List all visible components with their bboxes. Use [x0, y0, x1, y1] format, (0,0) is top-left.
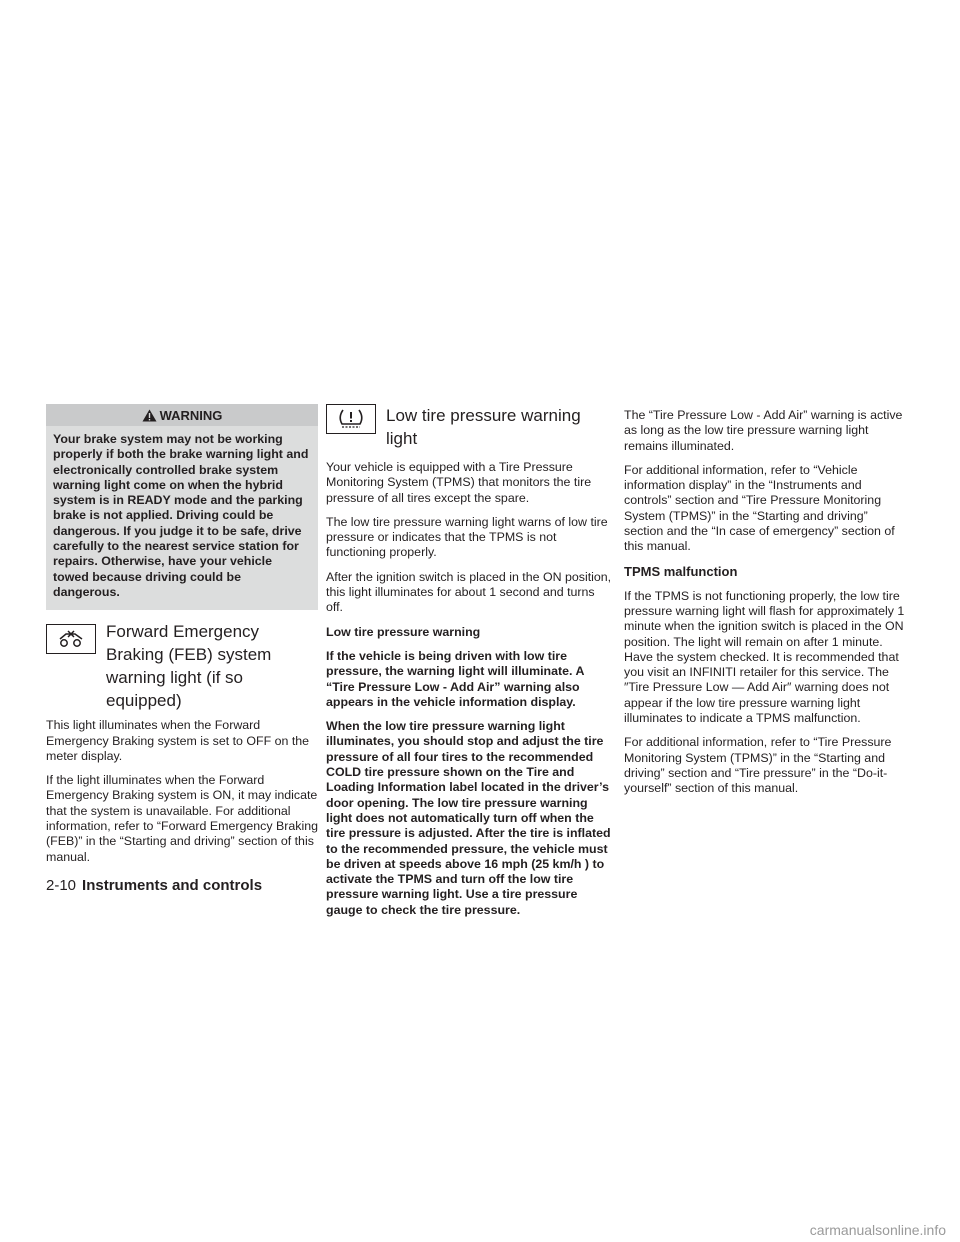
tpms-paragraph-7: For additional information, refer to “Tire Pressure Monitoring System (TPMS)” in the “Starting and driving” section and “Tire pressure” in the “Do-it-yourself” section of this manual. [624, 735, 892, 796]
warning-box [46, 404, 318, 610]
low-tire-subheading: Low tire pressure warning [326, 624, 481, 639]
tpms-paragraph-6: If the TPMS is not functioning properly, the low tire pressure warning light will flash for approximately 1 minute when the ignition switch is placed in the ON position. The light will remain on after 1 minute. Have the system checked. It is recommended that you visit an INFINITI retailer for this service. The ″Tire Pressure Low — Add Air″ warning does not appear if the low tire pressure warning light illuminates to indicate a TPMS malfunction. [624, 588, 905, 726]
low-tire-bold-2: When the low tire pressure warning light illuminates, you should stop and adjust the tire pressure of all four tires to the recommended COLD tire pressure shown on the Tire and Loading Information label located in the driver’s door opening. The low tire pressure warning light does not automatically turn off when the tire pressure is adjusted. After the tire is inflated to the recommended pressure, the vehicle must be driven at speeds above 16 mph (25 km/h ) to activate the TPMS and turn off the low tire pressure warning light. Use a tire pressure gauge to check the tire pressure. [326, 719, 611, 917]
tpms-title: Low tire pressure warning light [386, 406, 581, 448]
page-number: 2-10 [46, 877, 77, 894]
column-middle [326, 404, 612, 927]
tpms-paragraph-4: The “Tire Pressure Low - Add Air” warning is active as long as the low tire pressure warning light remains illuminated. [624, 408, 903, 453]
column-left [46, 404, 318, 874]
feb-warning-icon [56, 629, 86, 649]
feb-paragraph-2: If the light illuminates when the Forward Emergency Braking system is ON, it may indicate that the system is unavailable. For additional information, refer to “Forward Emergency Braking (FEB)” in the “Starting and driving” section of this manual. [46, 773, 319, 864]
watermark: carmanualsonline.info [809, 1222, 946, 1238]
tire-pressure-icon [336, 408, 366, 430]
warning-text: Your brake system may not be working properly if both the brake warning light and electronically controlled brake system warning light come on when the hybrid system is in READY mode and the parking brake is not applied. Driving could be dangerous. If you judge it to be safe, drive carefully to the nearest service station for repairs. Otherwise, have your vehicle towed because driving could be dangerous. [53, 432, 309, 599]
tpms-heading [326, 404, 612, 450]
page-footer [46, 877, 262, 894]
column-right [624, 408, 910, 806]
tpms-icon-box [326, 404, 376, 434]
feb-paragraph-1: This light illuminates when the Forward Emergency Braking system is set to OFF on the meter display. [46, 718, 310, 763]
feb-title: Forward Emergency Braking (FEB) system warning light (if so equipped) [106, 622, 272, 711]
tpms-paragraph-3: After the ignition switch is placed in the ON position, this light illuminates for about 1 second and turns off. [326, 569, 612, 615]
section-name: Instruments and controls [82, 877, 263, 894]
tpms-paragraph-1: Your vehicle is equipped with a Tire Pressure Monitoring System (TPMS) that monitors the tire pressure of all tires except the spare. [326, 460, 592, 505]
warning-title: WARNING [159, 408, 223, 423]
feb-heading [46, 620, 318, 712]
low-tire-bold-1: If the vehicle is being driven with low tire pressure, the warning light will illuminate. A “Tire Pressure Low - Add Air” warning also appears in the vehicle information display. [326, 648, 584, 709]
warning-triangle-icon [142, 409, 157, 422]
tpms-paragraph-2: The low tire pressure warning light warns of low tire pressure or indicates that the TPMS is not functioning properly. [326, 514, 608, 560]
tpms-paragraph-5: For additional information, refer to “Vehicle information display” in the “Instruments and controls” section and “Tire Pressure Monitoring System (TPMS)” in the “Starting and driving” section and the “In case of emergency” section of this manual. [624, 462, 895, 554]
warning-header [46, 404, 318, 426]
feb-icon-box [46, 624, 96, 654]
tpms-malfunction-subheading: TPMS malfunction [624, 563, 738, 579]
